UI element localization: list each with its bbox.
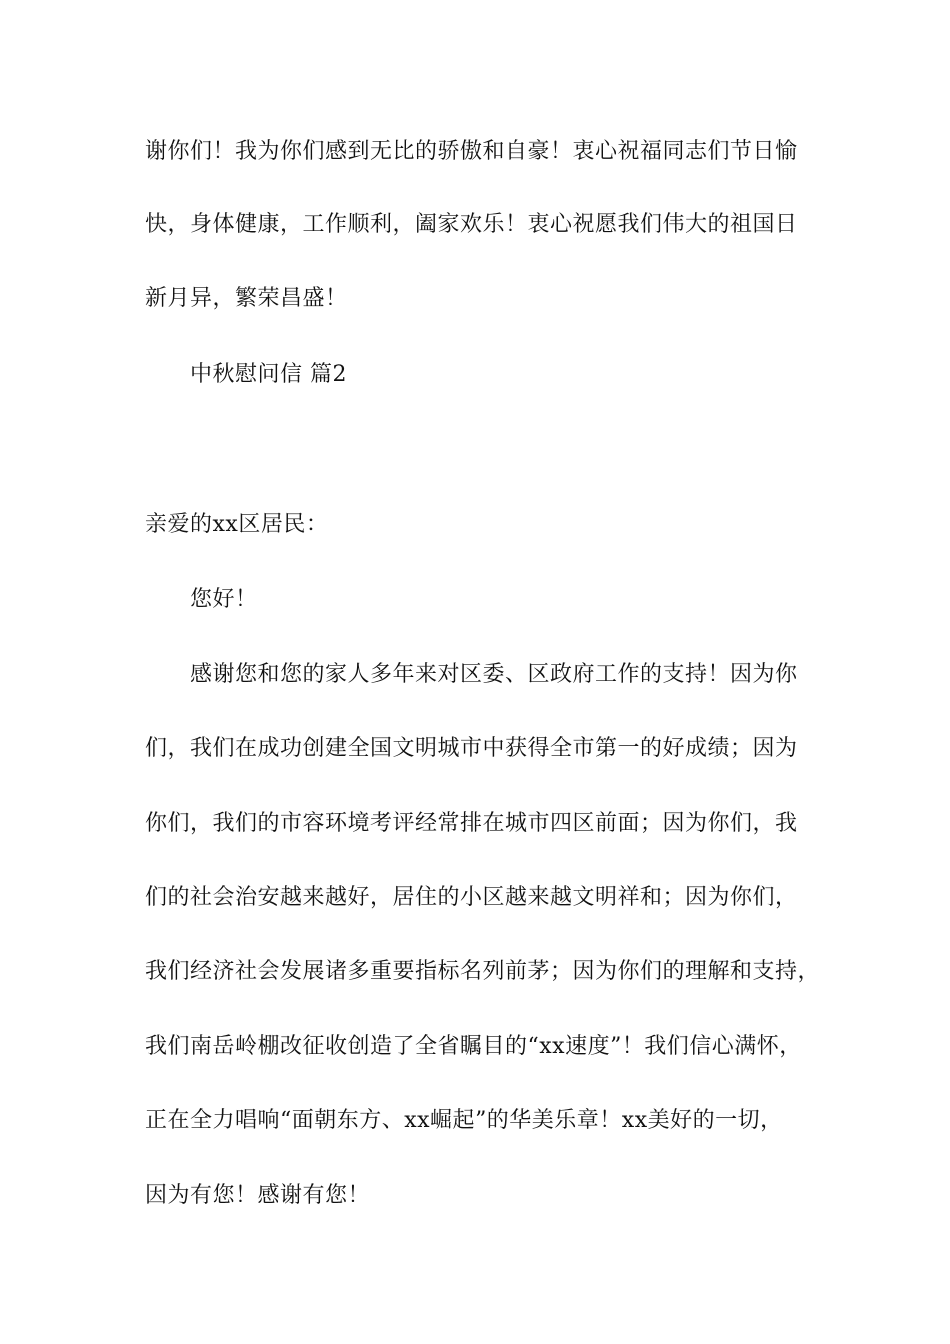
paragraph-line: 我们经济社会发展诸多重要指标名列前茅；因为你们的理解和支持，	[145, 959, 821, 984]
section-heading: 中秋慰问信 篇2	[190, 362, 347, 387]
paragraph-line: 们的社会治安越来越好，居住的小区越来越文明祥和；因为你们，	[145, 885, 798, 910]
paragraph-line: 快，身体健康，工作顺利，阖家欢乐！衷心祝愿我们伟大的祖国日	[145, 212, 798, 237]
paragraph-line: 谢你们！我为你们感到无比的骄傲和自豪！衷心祝福同志们节日愉	[145, 139, 798, 164]
salutation: 亲爱的xx区居民：	[145, 512, 329, 537]
greeting: 您好！	[190, 587, 258, 612]
paragraph-line: 因为有您！感谢有您！	[145, 1183, 371, 1208]
paragraph-line: 感谢您和您的家人多年来对区委、区政府工作的支持！因为你	[190, 662, 798, 687]
paragraph-line: 正在全力唱响“面朝东方、xx崛起”的华美乐章！xx美好的一切，	[145, 1108, 783, 1133]
paragraph-line: 们，我们在成功创建全国文明城市中获得全市第一的好成绩；因为	[145, 736, 798, 761]
paragraph-line: 你们，我们的市容环境考评经常排在城市四区前面；因为你们，我	[145, 811, 798, 836]
paragraph-line: 新月异，繁荣昌盛！	[145, 286, 348, 311]
paragraph-line: 我们南岳岭棚改征收创造了全省瞩目的“xx速度”！我们信心满怀，	[145, 1034, 802, 1059]
